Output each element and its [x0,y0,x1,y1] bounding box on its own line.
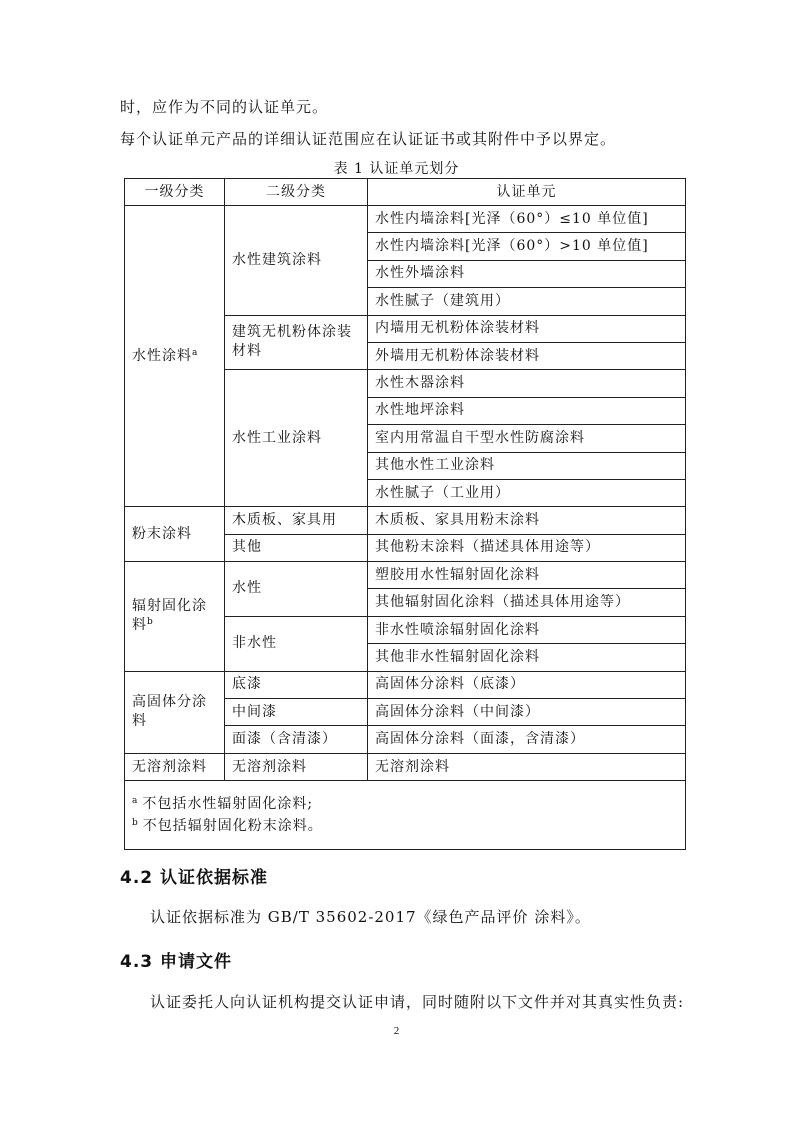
section-heading-4-3: 4.3 申请文件 [120,952,233,972]
table-row [125,206,686,233]
table-row [125,507,686,534]
level1-label: 水性涂料 [132,347,192,364]
level1-cell [125,206,225,507]
footnote-mark: a [132,796,139,807]
unit-cell: 其他非水性辐射固化涂料 [368,644,686,671]
footnote-text: 不包括辐射固化粉末涂料。 [142,818,323,835]
level2-cell: 面漆（含清漆） [225,726,368,753]
unit-cell: 室内用常温自干型水性防腐涂料 [368,425,686,452]
level2-cell: 无溶剂涂料 [225,753,368,780]
unit-cell: 木质板、家具用粉末涂料 [368,507,686,534]
level2-cell: 底漆 [225,671,368,698]
header-level2: 二级分类 [225,179,368,206]
footnote-text: 不包括水性辐射固化涂料; [142,796,314,813]
table-row [125,562,686,589]
level2-cell: 其他 [225,534,368,561]
footnote-b [132,815,678,837]
unit-cell: 水性内墙涂料[光泽（60°）>10 单位值] [368,233,686,260]
footnote-a [132,793,678,815]
unit-cell: 水性内墙涂料[光泽（60°）≤10 单位值] [368,206,686,233]
level2-cell: 中间漆 [225,699,368,726]
level2-cell: 木质板、家具用 [225,507,368,534]
unit-cell: 水性地坪涂料 [368,397,686,424]
unit-cell: 无溶剂涂料 [368,753,686,780]
footnote-mark: a [192,347,199,358]
level2-cell: 水性建筑涂料 [225,206,368,316]
unit-cell: 外墙用无机粉体涂装材料 [368,342,686,369]
level2-cell: 非水性 [225,616,368,671]
unit-cell: 水性腻子（工业用） [368,479,686,506]
level1-cell: 高固体分涂料 [125,671,225,753]
unit-cell: 其他粉末涂料（描述具体用途等） [368,534,686,561]
intro-line-1: 时，应作为不同的认证单元。 [120,98,329,116]
unit-cell: 内墙用无机粉体涂装材料 [368,315,686,342]
table-caption: 表 1 认证单元划分 [333,161,460,177]
unit-cell: 高固体分涂料（面漆，含清漆） [368,726,686,753]
unit-cell: 水性木器涂料 [368,370,686,397]
table-footnote-row [125,781,686,850]
level2-cell: 水性工业涂料 [225,370,368,507]
footnote-mark: b [147,617,154,628]
section-heading-4-2: 4.2 认证依据标准 [120,868,269,888]
table-header-row [125,179,686,206]
unit-cell: 塑胶用水性辐射固化涂料 [368,562,686,589]
unit-cell: 水性外墙涂料 [368,260,686,287]
unit-cell: 其他辐射固化涂料（描述具体用途等） [368,589,686,616]
section-body-4-2: 认证依据标准为 GB/T 35602-2017《绿色产品评价 涂料》。 [150,908,591,926]
unit-cell: 非水性喷涂辐射固化涂料 [368,616,686,643]
unit-cell: 高固体分涂料（中间漆） [368,699,686,726]
table-row [125,753,686,780]
header-level1: 一级分类 [125,179,225,206]
table-row [125,671,686,698]
unit-cell: 水性腻子（建筑用） [368,288,686,315]
level1-label: 辐射固化涂料 [132,598,207,634]
certification-unit-table [124,178,686,850]
intro-line-2: 每个认证单元产品的详细认证范围应在认证证书或其附件中予以界定。 [120,130,617,148]
unit-cell: 高固体分涂料（底漆） [368,671,686,698]
level2-cell: 建筑无机粉体涂装材料 [225,315,368,370]
footnote-mark: b [132,818,139,829]
header-unit: 认证单元 [368,179,686,206]
unit-cell: 其他水性工业涂料 [368,452,686,479]
section-body-4-3: 认证委托人向认证机构提交认证申请，同时随附以下文件并对其真实性负责: [150,993,685,1011]
level1-cell [125,562,225,672]
page-number: 2 [393,1025,400,1037]
footnote-cell [125,781,686,850]
level2-cell: 水性 [225,562,368,617]
level1-cell: 无溶剂涂料 [125,753,225,780]
level1-cell: 粉末涂料 [125,507,225,562]
